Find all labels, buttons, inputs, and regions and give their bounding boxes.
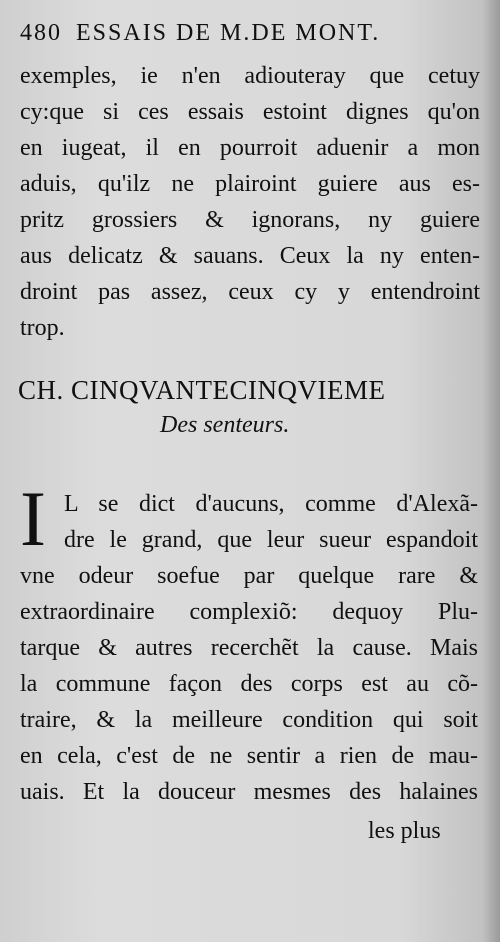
- catchword-line: les plus: [368, 818, 441, 844]
- chapter-subtitle: Des senteurs.: [160, 412, 290, 438]
- text-line: aduis, qu'ilz ne plairoint guiere aus es-: [20, 171, 480, 197]
- page-number: 480: [20, 20, 62, 46]
- paragraph-2: [20, 486, 478, 810]
- text-line: exemples, ie n'en adiouteray que cetuy: [20, 63, 480, 89]
- text-line: extraordinaire complexiõ: dequoy Plu-: [20, 599, 478, 625]
- text-line: cy:que si ces essais estoint dignes qu'on: [20, 99, 480, 125]
- text-line: la commune façon des corps est au cõ-: [20, 671, 478, 697]
- text-line: pritz grossiers & ignorans, ny guiere: [20, 207, 480, 233]
- text-line: en iugeat, il en pourroit aduenir a mon: [20, 135, 480, 161]
- chapter-title: CH. CINQVANTECINQVIEME: [18, 375, 386, 405]
- text-line: droint pas assez, ceux cy y entendroint: [20, 279, 480, 305]
- page-gutter-shadow: [482, 0, 500, 942]
- text-line: trop.: [20, 315, 65, 341]
- text-line: dre le grand, que leur sueur espandoit: [64, 527, 478, 553]
- paragraph-1: [20, 58, 480, 346]
- text-line: aus delicatz & sauans. Ceux la ny enten-: [20, 243, 480, 269]
- running-header: [20, 20, 480, 54]
- drop-cap: I: [20, 475, 46, 562]
- text-line: vne odeur soefue par quelque rare &: [20, 563, 478, 589]
- text-line: en cela, c'est de ne sentir a rien de mau-: [20, 743, 478, 769]
- text-line: L se dict d'aucuns, comme d'Alexã-: [64, 491, 478, 517]
- text-line: traire, & la meilleure condition qui soit: [20, 707, 478, 733]
- text-line: uais. Et la douceur mesmes des halaines: [20, 779, 478, 805]
- running-title: ESSAIS DE M.DE MONT.: [76, 20, 381, 46]
- text-line: tarque & autres recerchẽt la cause. Mais: [20, 635, 478, 661]
